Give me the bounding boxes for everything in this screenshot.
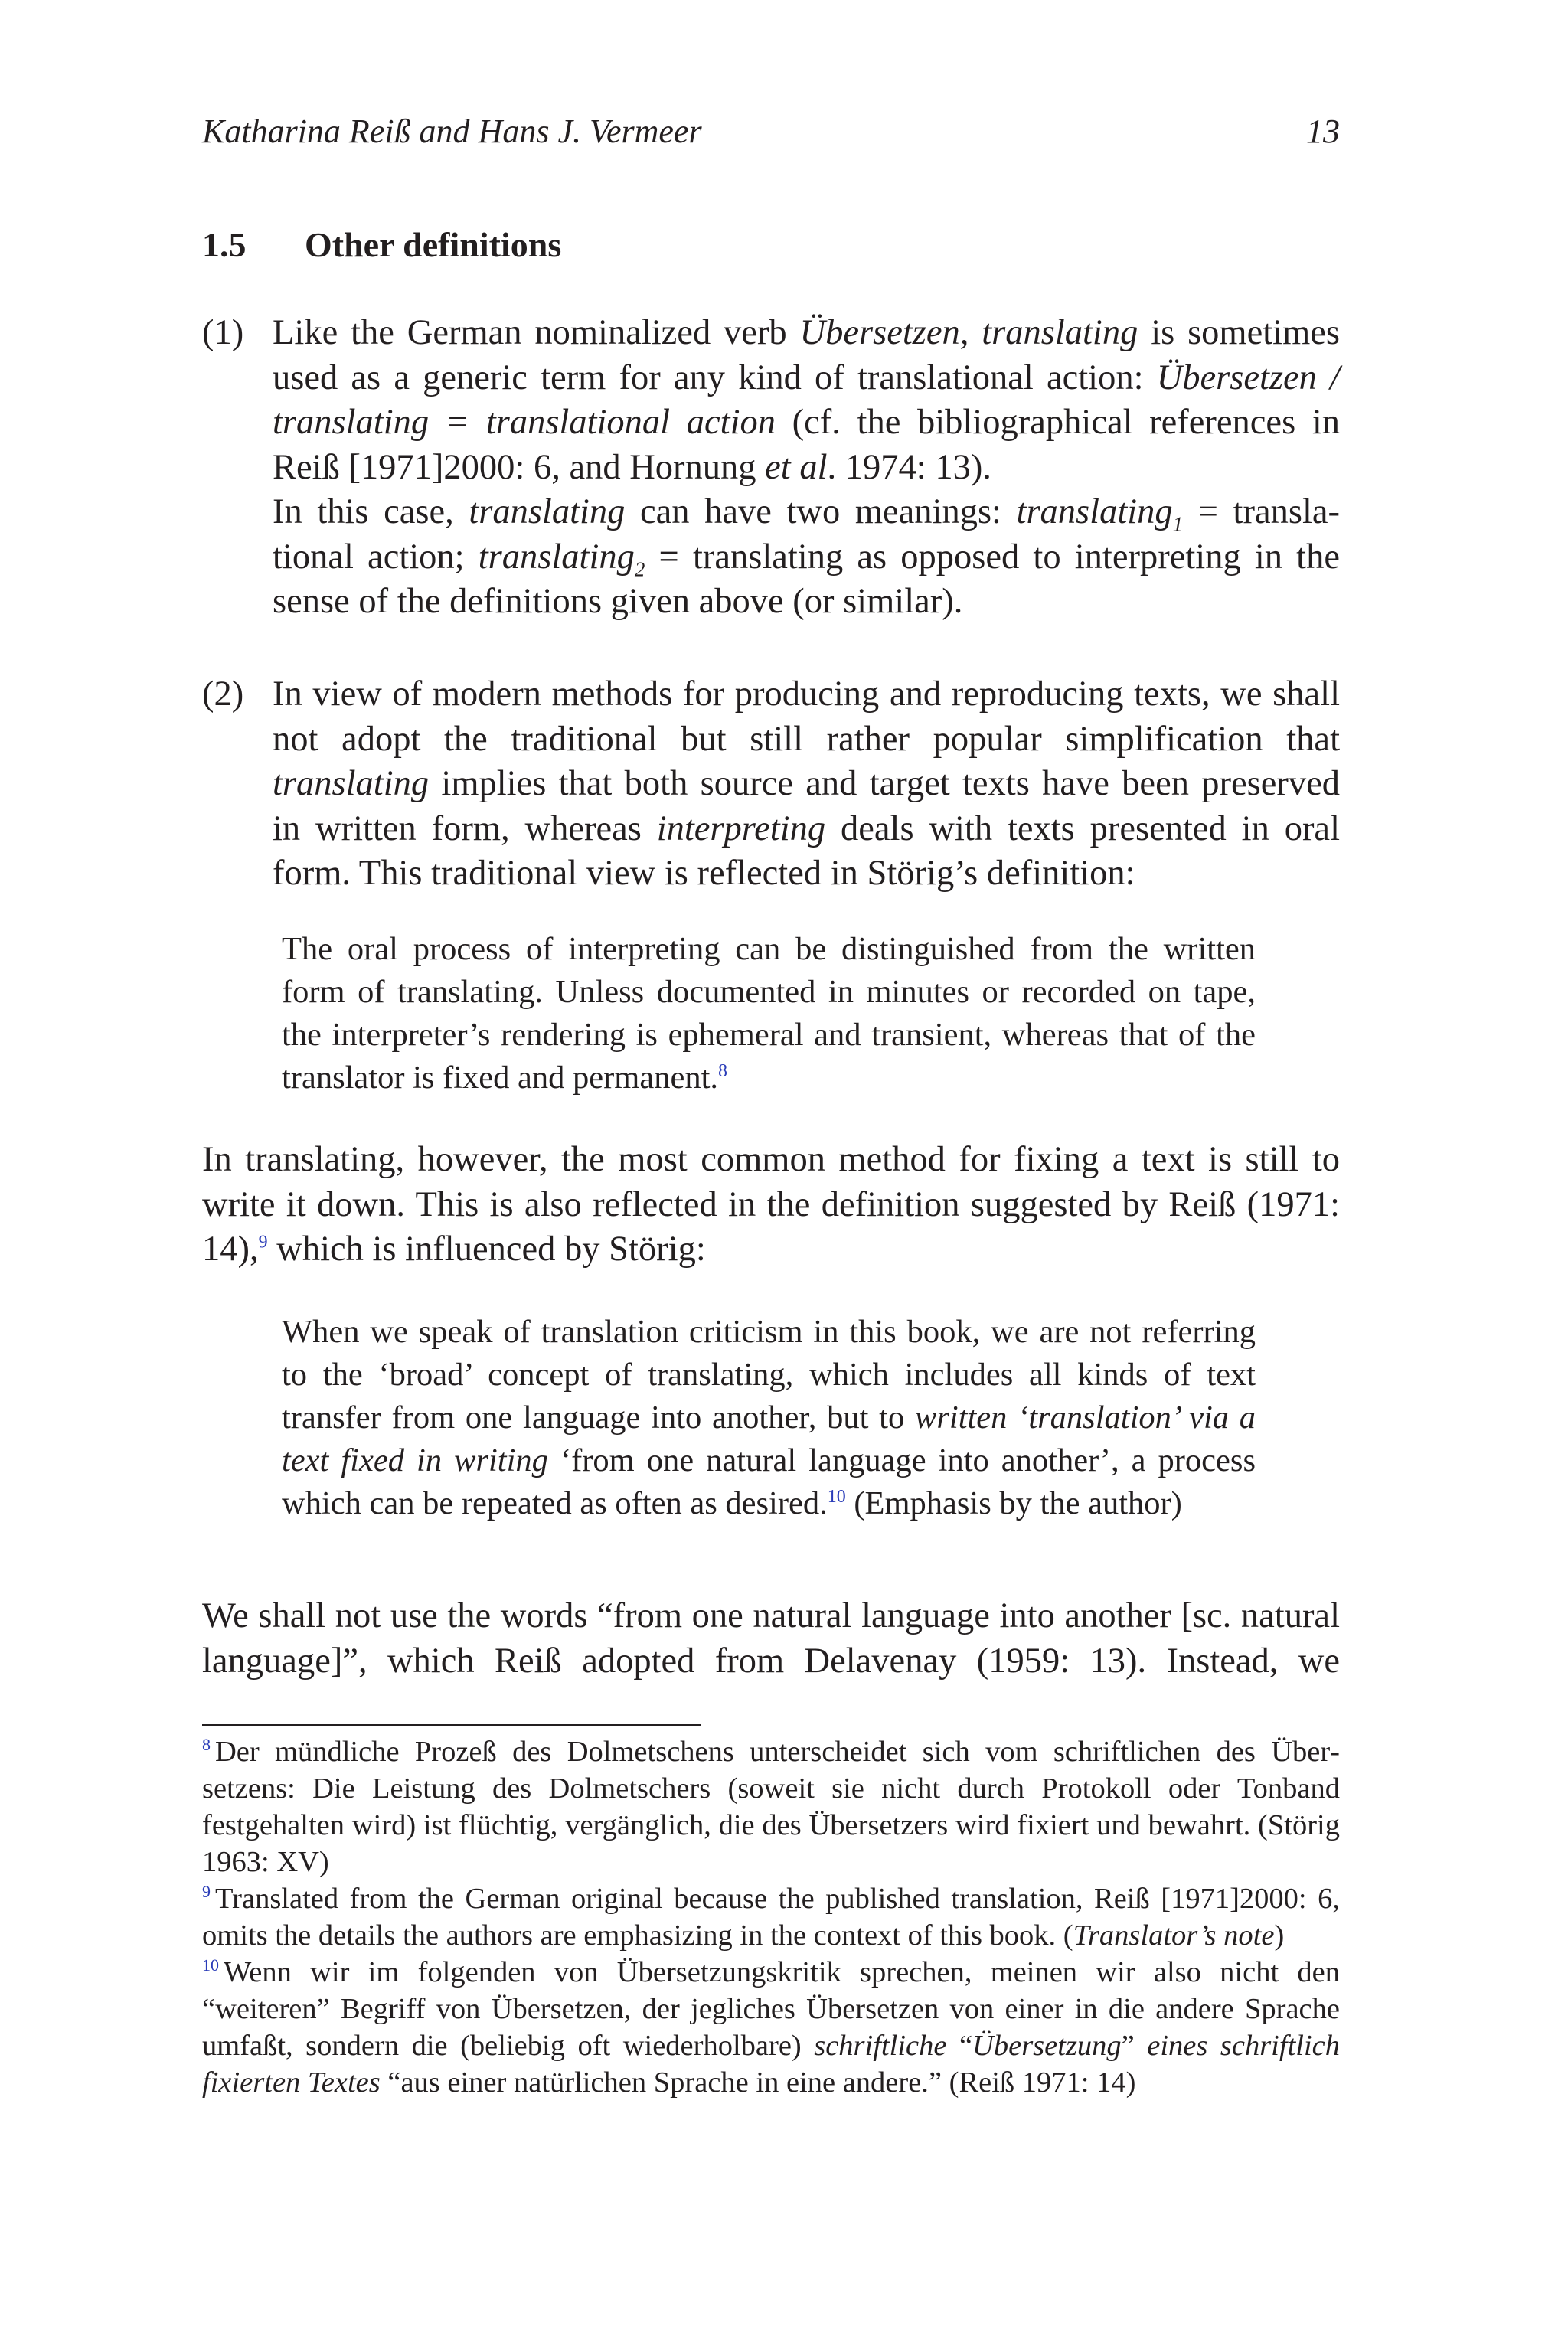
subscript: 2 [634,557,645,580]
text-run: deals with texts presented in oral form. This traditional view is reflected in Störig’s definition: [273,808,1340,893]
footnote-text: “aus einer natürlichen Sprache in eine andere.” (Reiß 1971: 14) [380,2066,1136,2099]
footnote-number: 8 [202,1735,211,1755]
footnote-ref-10[interactable]: 10 [827,1486,846,1507]
text-run: In view of modern methods for producing and reproducing texts, we shall not adopt the traditional but still rather popular simplification that [273,675,1340,759]
list-item-1-body [273,311,1340,625]
text-run-italic: et al [765,447,828,487]
text-run: In this case, [273,492,469,531]
running-head [202,112,1340,152]
paragraph-reiss-definition [202,1138,1340,1272]
text-run-italic: Übersetzen / translating = translational action [273,358,1341,442]
footnote-9 [202,1880,1340,1954]
footnote-text: “ [946,2030,973,2062]
text-run-italic: interpreting [656,808,826,848]
footnote-8 [202,1733,1340,1880]
list-item-1 [202,311,1340,625]
page-number: 13 [1306,113,1340,150]
list-item-1-paragraph-2 [273,490,1340,625]
paragraph-delavenay [202,1594,1340,1684]
footnote-number: 9 [202,1882,211,1902]
footnote-text-italic: eines schriftlich fixierten Textes [202,2030,1340,2099]
block-quote-reiss [282,1311,1256,1525]
footnote-text: Der mündliche Prozeß des Dolmetschens unterscheidet sich vom schriftlichen des Übersetzens: Die Leistung des Dolmetschers (soweit sie nicht durch Protokoll oder Tonband festgehalten wird) ist flüchtig, vergänglich, die des Übersetzers wird fixiert und bewahrt. (Störig 1963: XV) [202,1736,1340,1878]
text-run: implies that both source and target texts have been preserved in written form, whereas [273,764,1340,848]
footnote-text: ” [1121,2030,1148,2062]
running-head-authors: Katharina Reiß and Hans J. Vermeer [202,113,702,150]
list-item-2-body [273,672,1340,897]
footnote-divider [202,1724,701,1726]
text-run: which is influenced by Störig: [267,1230,706,1269]
text-run: ‘from one natural language into another’, a process which can be repeated as often as desired. [282,1442,1256,1521]
list-item-2 [202,672,1340,897]
text-run: can have two meanings: [625,492,1017,531]
text-run: When we speak of translation criticism in this book, we are not referring to the ‘broad’ concept of translating, which includes all kinds of text transfer from one language into another, but to [282,1314,1256,1436]
list-item-1-paragraph-1 [273,311,1340,490]
text-run-italic: written ‘translation’ via a text fixed in writing [282,1400,1256,1478]
section-title: Other definitions [305,225,562,264]
section-number: 1.5 [202,225,247,264]
text-run-italic: translating [469,492,626,531]
section-heading [202,224,561,266]
footnote-ref-8[interactable]: 8 [718,1060,728,1081]
text-run: (cf. the bibliographical references in Reiß [1971]2000: 6, and Hornung [273,403,1340,487]
text-run-italic: translating [273,764,430,803]
footnote-10 [202,1954,1340,2101]
footnote-text-italic: Translator’s note [1073,1919,1275,1952]
text-run: We shall not use the words “from one natural language into another [sc. natural language]”, which Reiß adopted from Delavenay (1959: 13). Instead, we [202,1596,1340,1681]
footnote-text: Wenn wir im folgenden von Übersetzungskritik sprechen, meinen wir also nicht den “weiteren” Begriff von Übersetzen, der jegliches Übersetzen von einer in die andere Sprache umfaßt, sondern die (beliebig oft wiederholbare) [202,1956,1340,2062]
footnote-text: Translated from the German original because the published translation, Reiß [1971]2000: 6, omits the details the authors are emphasizing in the context of this book. ( [202,1883,1340,1952]
text-run: . 1974: 13). [827,447,991,487]
text-run-italic: translating [478,537,635,577]
text-run-italic: translating [1016,492,1173,531]
footnote-text-italic: Übersetzung [972,2030,1122,2062]
text-run: = translational action; [273,492,1341,577]
text-run: In translating, however, the most common method for fixing a text is still to write it down. This is also reflected in the definition suggested by Reiß (1971: 14), [202,1140,1340,1269]
text-run: is sometimes used as a generic term for any kind of translational action: [273,313,1340,397]
footnote-text-italic: schriftliche [814,2030,947,2062]
footnotes [202,1733,1340,2101]
subscript: 1 [1172,512,1184,536]
text-run: Like the German nominalized verb [273,313,800,352]
footnote-text: ) [1274,1919,1285,1952]
list-item-2-marker: (2) [202,675,244,714]
block-quote-storig [282,928,1256,1099]
text-run-italic: Übersetzen, translating [799,313,1138,352]
quote-text: The oral process of interpreting can be distinguished from the written form of translating. Unless documented in minutes or recorded on tape, the interpreter’s rendering is ephemeral and transient, whereas that of the translator is fixed and permanent. [282,931,1256,1096]
footnote-number: 10 [202,1955,219,1975]
footnote-ref-9[interactable]: 9 [258,1232,268,1253]
text-run: = translating as opposed to interpreting in the sense of the definitions given above (or similar). [273,537,1340,621]
list-item-1-marker: (1) [202,313,244,352]
text-run: (Emphasis by the author) [845,1485,1182,1521]
